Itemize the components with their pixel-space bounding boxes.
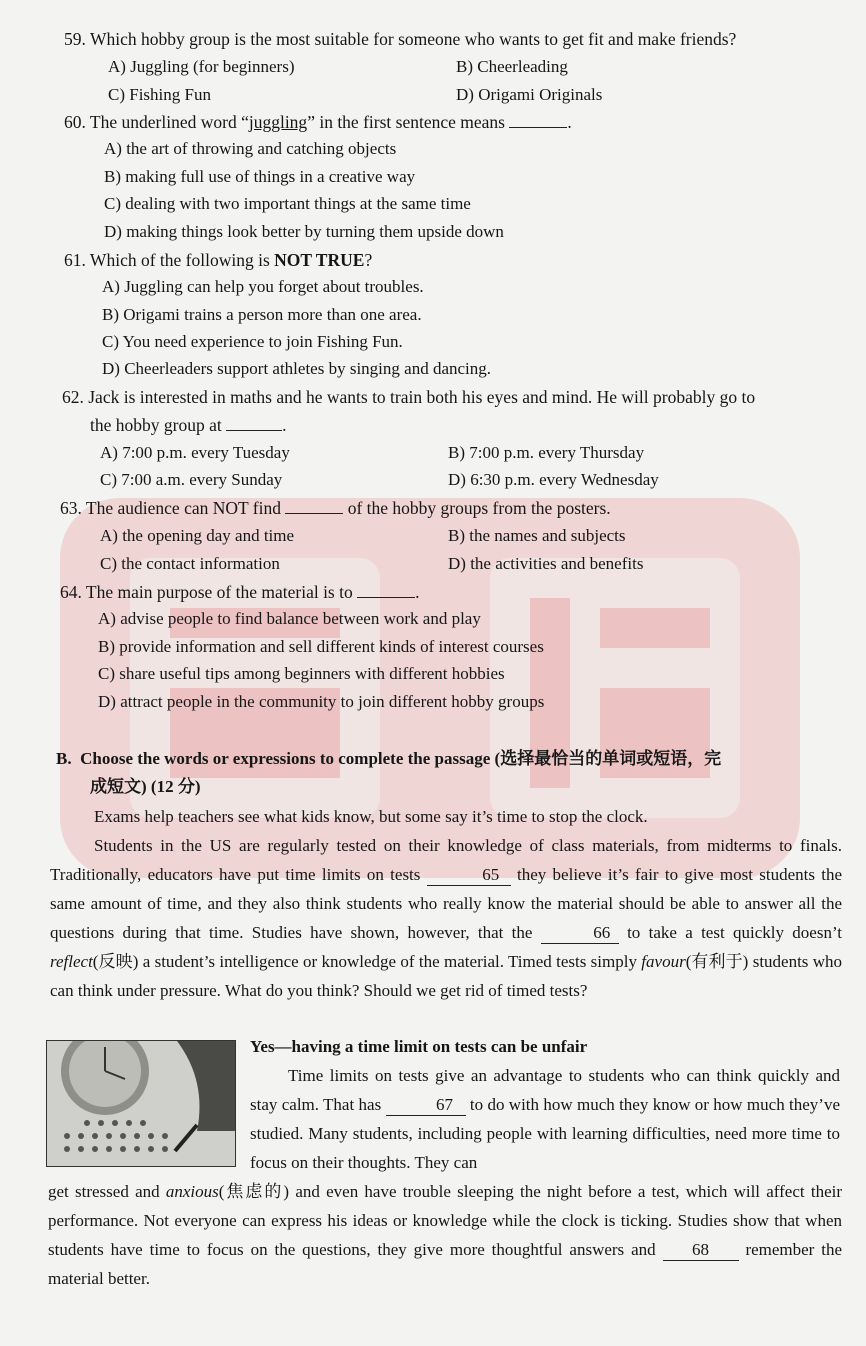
paragraph-1-part-e: students who can think under pressure. What do you think? Should we get rid of timed tests? [50, 952, 843, 1000]
glossed-word-anxious: anxious [165, 1182, 219, 1201]
q62-option-d[interactable]: D) 6:30 p.m. every Wednesday [448, 470, 659, 489]
question-62-line-2 [90, 414, 286, 436]
paragraph-2-part-b: to do with how much they know or how much they’ve studied. Many students, including people with learning difficulties, need more time to focus on their thoughts. They can [250, 1095, 841, 1172]
q59-option-c[interactable]: C) Fishing Fun [108, 85, 211, 104]
q61-option-d[interactable]: D) Cheerleaders support athletes by singing and dancing. [102, 359, 492, 378]
question-64 [60, 581, 419, 603]
q62-option-a[interactable]: A) 7:00 p.m. every Tuesday [100, 443, 290, 462]
gloss-favour: (有利于) [685, 952, 749, 971]
q60-option-a[interactable]: A) the art of throwing and catching objects [104, 139, 397, 158]
q60-option-b[interactable]: B) making full use of things in a creative way [104, 167, 416, 186]
q60-option-d[interactable]: D) making things look better by turning them upside down [104, 222, 504, 241]
section-b-heading-line-2: 成短文) (12 分) [90, 777, 201, 796]
q61-option-c[interactable]: C) You need experience to join Fishing Fun. [102, 332, 403, 351]
answer-blank[interactable] [357, 581, 415, 598]
gloss-reflect: (反映) [92, 952, 139, 971]
question-63 [60, 497, 611, 519]
section-b-heading-line-1: Choose the words or expressions to complete the passage (选择最恰当的单词或短语，完 [80, 749, 722, 768]
question-61-emphasis: NOT TRUE [274, 250, 365, 270]
q64-option-d[interactable]: D) attract people in the community to join different hobby groups [98, 692, 545, 711]
q60-option-c[interactable]: C) dealing with two important things at the same time [104, 194, 471, 213]
paragraph-3-part-b: and even have trouble sleeping the night before a test, which will affect their performance. Not everyone can express his ideas or knowledge while the clock is ticking. Studies show that when students have time to focus on the questions, they give more thoughtful answers and [48, 1182, 843, 1259]
q63-option-a[interactable]: A) the opening day and time [100, 526, 295, 545]
question-64-period: . [415, 582, 420, 602]
q59-option-b[interactable]: B) Cheerleading [456, 57, 568, 76]
question-59-number: 59. [64, 29, 86, 49]
underlined-word: juggling [248, 112, 308, 132]
question-63-stem-end: of the hobby groups from the posters. [347, 498, 611, 518]
answer-blank[interactable] [285, 497, 343, 514]
q62-option-c[interactable]: C) 7:00 a.m. every Sunday [100, 470, 283, 489]
blank-65[interactable]: 65 [427, 865, 511, 886]
q64-option-a[interactable]: A) advise people to find balance between work and play [98, 609, 481, 628]
q61-option-b[interactable]: B) Origami trains a person more than one area. [102, 305, 422, 324]
blank-66[interactable]: 66 [541, 923, 619, 944]
q62-option-b[interactable]: B) 7:00 p.m. every Thursday [448, 443, 645, 462]
q64-option-c[interactable]: C) share useful tips among beginners with different hobbies [98, 664, 505, 683]
question-60-stem-start: 60. The underlined word “ [64, 112, 249, 132]
q63-option-d[interactable]: D) the activities and benefits [448, 554, 644, 573]
question-60-stem-end: ” in the first sentence means [307, 112, 505, 132]
question-64-stem: 64. The main purpose of the material is to [60, 582, 353, 602]
q59-option-a[interactable]: A) Juggling (for beginners) [108, 57, 295, 76]
clock-and-answer-sheet-icon [47, 1041, 235, 1166]
paragraph-3-part-a: get stressed and [48, 1182, 160, 1201]
q64-option-b[interactable]: B) provide information and sell different kinds of interest courses [98, 637, 544, 656]
question-60-period: . [567, 112, 572, 132]
glossed-word-favour: favour [641, 952, 686, 971]
section-b-label: B. [56, 749, 72, 768]
blank-67[interactable]: 67 [386, 1095, 466, 1116]
watermark-logo [60, 488, 800, 888]
passage-paragraph-2 [250, 1061, 840, 1177]
q59-option-d[interactable]: D) Origami Originals [456, 85, 603, 104]
passage-paragraph-3 [48, 1177, 842, 1293]
question-61-stem-end: ? [364, 250, 373, 270]
question-61-stem-start: 61. Which of the following is [64, 250, 275, 270]
question-63-stem-start: 63. The audience can NOT find [60, 498, 281, 518]
blank-68[interactable]: 68 [663, 1240, 739, 1261]
clock-test-photo [46, 1040, 236, 1167]
paragraph-1-part-d: a student’s intelligence or knowledge of the material. Timed tests simply [142, 952, 637, 971]
paragraph-3-part-c: remember the material better. [48, 1240, 843, 1288]
question-61 [64, 249, 372, 271]
answer-blank[interactable] [509, 111, 567, 128]
paragraph-1-part-c: to take a test quickly doesn’t [627, 923, 843, 942]
question-62-period: . [282, 415, 287, 435]
yes-section-heading: Yes—having a time limit on tests can be unfair [250, 1037, 588, 1056]
question-62-line-1: 62. Jack is interested in maths and he wants to train both his eyes and mind. He will probably go to [62, 387, 756, 407]
glossed-word-reflect: reflect [50, 952, 93, 971]
q63-option-c[interactable]: C) the contact information [100, 554, 280, 573]
paragraph-1-part-b: they believe it’s fair to give most students the same amount of time, and they also think students who really know the material should be able to answer all the questions during that time. Studies have shown, however, that the [50, 865, 843, 942]
gloss-anxious: (焦虑的) [218, 1182, 290, 1201]
answer-blank[interactable] [226, 414, 282, 431]
passage-intro: Exams help teachers see what kids know, but some say it’s time to stop the clock. [94, 807, 648, 826]
question-59 [64, 28, 736, 50]
passage-paragraph-1 [50, 831, 842, 1005]
q61-option-a[interactable]: A) Juggling can help you forget about troubles. [102, 277, 424, 296]
question-59-stem: Which hobby group is the most suitable for someone who wants to get fit and make friends? [89, 29, 737, 49]
paragraph-2-part-a: Time limits on tests give an advantage to students who can think quickly and stay calm. That has [250, 1066, 840, 1114]
section-b-heading [56, 748, 721, 770]
question-62-stem: the hobby group at [90, 415, 222, 435]
paragraph-1-part-a: Students in the US are regularly tested on their knowledge of class materials, from midterms to finals. Traditionally, educators have put time limits on tests [50, 836, 842, 884]
q63-option-b[interactable]: B) the names and subjects [448, 526, 626, 545]
question-60 [64, 111, 572, 133]
